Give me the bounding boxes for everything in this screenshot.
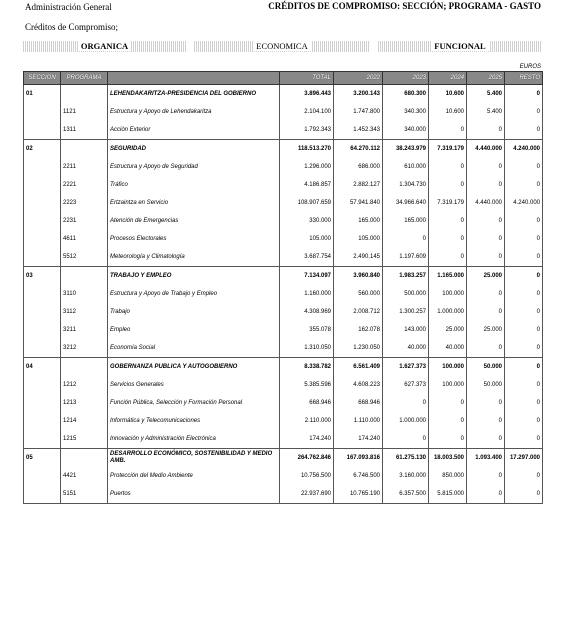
cell-2022: 1.110.000 — [334, 412, 383, 430]
cell-programa: 2223 — [61, 194, 108, 212]
cell-seccion: 05 — [24, 449, 61, 468]
col-header-description — [108, 72, 280, 85]
cell-description: Servicios Generales — [108, 376, 280, 394]
cell-2023: 1.627.373 — [383, 358, 429, 377]
cell-2022: 2.008.712 — [334, 303, 383, 321]
cell-total: 264.762.846 — [280, 449, 334, 468]
cell-description: SEGURIDAD — [108, 140, 280, 159]
cell-programa — [61, 358, 108, 377]
cell-programa: 3110 — [61, 285, 108, 303]
cell-programa: 1212 — [61, 376, 108, 394]
cell-resto: 0 — [505, 121, 543, 140]
band-economica: ECONOMICA — [194, 41, 370, 52]
cell-2022: 2.490.145 — [334, 248, 383, 267]
section-row — [24, 140, 543, 159]
report-subtitle: Créditos de Compromiso; — [25, 22, 118, 32]
cell-2022: 668.946 — [334, 394, 383, 412]
cell-seccion: 04 — [24, 358, 61, 377]
cell-description: Puertos — [108, 485, 280, 504]
cell-resto: 0 — [505, 212, 543, 230]
cell-resto: 0 — [505, 485, 543, 504]
cell-2025: 4.440.000 — [467, 140, 505, 159]
cell-description: Estructura y Apoyo de Trabajo y Empleo — [108, 285, 280, 303]
cell-resto: 0 — [505, 467, 543, 485]
program-row — [24, 339, 543, 358]
cell-description: Empleo — [108, 321, 280, 339]
col-header-2022: 2022 — [334, 72, 383, 85]
cell-resto: 0 — [505, 430, 543, 449]
cell-total: 668.946 — [280, 394, 334, 412]
cell-2025: 25.000 — [467, 321, 505, 339]
cell-resto: 0 — [505, 412, 543, 430]
cell-total: 10.756.500 — [280, 467, 334, 485]
cell-2022: 162.078 — [334, 321, 383, 339]
cell-programa: 4611 — [61, 230, 108, 248]
cell-seccion — [24, 121, 61, 140]
cell-description: GOBERNANZA PUBLICA Y AUTOGOBIERNO — [108, 358, 280, 377]
cell-2025: 0 — [467, 212, 505, 230]
cell-2024: 0 — [429, 430, 467, 449]
cell-total: 8.338.782 — [280, 358, 334, 377]
cell-total: 3.896.443 — [280, 85, 334, 104]
cell-2025: 0 — [467, 430, 505, 449]
cell-description: DESARROLLO ECONÓMICO, SOSTENIBILIDAD Y MEDIO AMB. — [108, 449, 280, 468]
cell-resto: 4.240.000 — [505, 140, 543, 159]
cell-description: LEHENDAKARITZA-PRESIDENCIA DEL GOBIERNO — [108, 85, 280, 104]
header-organization: Administración General — [25, 2, 112, 12]
cell-description: Ertzaintza en Servicio — [108, 194, 280, 212]
cell-2022: 4.608.223 — [334, 376, 383, 394]
program-row — [24, 285, 543, 303]
cell-programa — [61, 85, 108, 104]
cell-seccion — [24, 376, 61, 394]
cell-programa: 1213 — [61, 394, 108, 412]
cell-programa: 1121 — [61, 103, 108, 121]
cell-resto: 0 — [505, 248, 543, 267]
col-header-2025: 2025 — [467, 72, 505, 85]
cell-2025: 1.093.400 — [467, 449, 505, 468]
cell-2022: 167.093.816 — [334, 449, 383, 468]
cell-total: 1.792.343 — [280, 121, 334, 140]
cell-2025: 0 — [467, 303, 505, 321]
cell-2022: 1.230.050 — [334, 339, 383, 358]
cell-2024: 0 — [429, 158, 467, 176]
cell-total: 118.513.270 — [280, 140, 334, 159]
cell-2022: 174.240 — [334, 430, 383, 449]
cell-description: Innovación y Administración Electrónica — [108, 430, 280, 449]
cell-seccion — [24, 176, 61, 194]
cell-description: Estructura y Apoyo de Seguridad — [108, 158, 280, 176]
cell-programa: 4421 — [61, 467, 108, 485]
cell-programa: 3211 — [61, 321, 108, 339]
cell-2025: 5.400 — [467, 103, 505, 121]
cell-2023: 61.275.130 — [383, 449, 429, 468]
cell-2022: 64.270.112 — [334, 140, 383, 159]
cell-total: 108.907.659 — [280, 194, 334, 212]
cell-total: 4.186.857 — [280, 176, 334, 194]
cell-programa: 1311 — [61, 121, 108, 140]
cell-2024: 0 — [429, 212, 467, 230]
cell-2024: 1.165.000 — [429, 267, 467, 286]
cell-seccion — [24, 412, 61, 430]
cell-resto: 0 — [505, 358, 543, 377]
cell-2022: 57.941.840 — [334, 194, 383, 212]
cell-description: Acción Exterior — [108, 121, 280, 140]
cell-2022: 10.765.190 — [334, 485, 383, 504]
cell-seccion — [24, 485, 61, 504]
band-funcional: FUNCIONAL — [378, 41, 542, 52]
table-header-row — [24, 72, 543, 85]
program-row — [24, 248, 543, 267]
cell-2025: 0 — [467, 248, 505, 267]
cell-resto: 0 — [505, 230, 543, 248]
cell-2024: 40.000 — [429, 339, 467, 358]
cell-2023: 1.983.257 — [383, 267, 429, 286]
cell-total: 2.110.000 — [280, 412, 334, 430]
cell-2023: 40.000 — [383, 339, 429, 358]
cell-programa — [61, 449, 108, 468]
cell-description: Economía Social — [108, 339, 280, 358]
cell-seccion — [24, 430, 61, 449]
cell-2024: 100.000 — [429, 376, 467, 394]
program-row — [24, 467, 543, 485]
cell-seccion — [24, 194, 61, 212]
cell-programa: 2211 — [61, 158, 108, 176]
cell-2022: 560.000 — [334, 285, 383, 303]
cell-seccion — [24, 212, 61, 230]
cell-seccion — [24, 394, 61, 412]
cell-2022: 3.960.840 — [334, 267, 383, 286]
cell-programa: 1214 — [61, 412, 108, 430]
budget-table — [23, 71, 543, 504]
cell-description: Función Pública, Selección y Formación Personal — [108, 394, 280, 412]
cell-2025: 0 — [467, 285, 505, 303]
cell-2024: 0 — [429, 230, 467, 248]
cell-2022: 165.000 — [334, 212, 383, 230]
cell-resto: 0 — [505, 321, 543, 339]
program-row — [24, 376, 543, 394]
program-row — [24, 394, 543, 412]
cell-resto: 4.240.000 — [505, 194, 543, 212]
program-row — [24, 121, 543, 140]
cell-programa: 2231 — [61, 212, 108, 230]
cell-2024: 7.319.179 — [429, 194, 467, 212]
cell-2024: 10.600 — [429, 85, 467, 104]
cell-2024: 5.815.000 — [429, 485, 467, 504]
program-row — [24, 321, 543, 339]
cell-2022: 6.561.409 — [334, 358, 383, 377]
cell-description: Procesos Electorales — [108, 230, 280, 248]
cell-resto: 0 — [505, 85, 543, 104]
cell-description: Tráfico — [108, 176, 280, 194]
cell-2022: 1.747.800 — [334, 103, 383, 121]
cell-2025: 0 — [467, 230, 505, 248]
cell-2023: 0 — [383, 394, 429, 412]
cell-resto: 0 — [505, 267, 543, 286]
cell-description: Estructura y Apoyo de Lehendakaritza — [108, 103, 280, 121]
program-row — [24, 103, 543, 121]
col-header-total: TOTAL — [280, 72, 334, 85]
program-row — [24, 194, 543, 212]
cell-resto: 17.297.000 — [505, 449, 543, 468]
cell-2023: 0 — [383, 430, 429, 449]
cell-total: 2.104.100 — [280, 103, 334, 121]
cell-2025: 0 — [467, 121, 505, 140]
cell-seccion — [24, 467, 61, 485]
cell-2024: 0 — [429, 176, 467, 194]
cell-2024: 1.000.000 — [429, 303, 467, 321]
cell-2025: 0 — [467, 158, 505, 176]
cell-2024: 18.003.500 — [429, 449, 467, 468]
cell-2025: 25.000 — [467, 267, 505, 286]
cell-2022: 105.000 — [334, 230, 383, 248]
cell-2022: 2.882.127 — [334, 176, 383, 194]
cell-resto: 0 — [505, 285, 543, 303]
cell-programa: 3212 — [61, 339, 108, 358]
col-header-seccion: SECCION — [24, 72, 61, 85]
cell-description: Informática y Telecomunicaciones — [108, 412, 280, 430]
cell-seccion — [24, 103, 61, 121]
program-row — [24, 212, 543, 230]
section-row — [24, 85, 543, 104]
header-report-title: CRÉDITOS DE COMPROMISO: SECCIÓN; PROGRAMA - GASTO — [268, 1, 541, 11]
cell-2022: 686.000 — [334, 158, 383, 176]
cell-programa — [61, 140, 108, 159]
program-row — [24, 230, 543, 248]
cell-total: 174.240 — [280, 430, 334, 449]
cell-resto: 0 — [505, 376, 543, 394]
cell-seccion — [24, 230, 61, 248]
cell-2022: 1.452.343 — [334, 121, 383, 140]
cell-2023: 1.197.609 — [383, 248, 429, 267]
col-header-2024: 2024 — [429, 72, 467, 85]
col-header-programa: PROGRAMA — [61, 72, 108, 85]
cell-2023: 1.000.000 — [383, 412, 429, 430]
cell-2024: 850.000 — [429, 467, 467, 485]
cell-2025: 0 — [467, 176, 505, 194]
cell-2024: 0 — [429, 394, 467, 412]
cell-2022: 6.746.500 — [334, 467, 383, 485]
currency-note: EUROS — [519, 64, 541, 70]
cell-seccion — [24, 339, 61, 358]
cell-2023: 680.300 — [383, 85, 429, 104]
cell-2024: 0 — [429, 412, 467, 430]
cell-total: 1.296.000 — [280, 158, 334, 176]
program-row — [24, 158, 543, 176]
cell-2024: 25.000 — [429, 321, 467, 339]
table-body — [24, 85, 543, 504]
cell-seccion: 01 — [24, 85, 61, 104]
cell-2023: 1.300.257 — [383, 303, 429, 321]
cell-total: 105.000 — [280, 230, 334, 248]
cell-total: 355.078 — [280, 321, 334, 339]
cell-2025: 0 — [467, 394, 505, 412]
section-row — [24, 267, 543, 286]
cell-2023: 38.243.979 — [383, 140, 429, 159]
cell-seccion — [24, 303, 61, 321]
cell-total: 3.687.754 — [280, 248, 334, 267]
cell-description: Protección del Medio Ambiente — [108, 467, 280, 485]
col-header-resto: RESTO — [505, 72, 543, 85]
cell-seccion — [24, 321, 61, 339]
cell-2023: 6.357.500 — [383, 485, 429, 504]
cell-2022: 3.200.143 — [334, 85, 383, 104]
cell-2025: 4.440.000 — [467, 194, 505, 212]
program-row — [24, 412, 543, 430]
col-header-2023: 2023 — [383, 72, 429, 85]
cell-2025: 0 — [467, 339, 505, 358]
cell-description: Atención de Emergencias — [108, 212, 280, 230]
cell-2023: 165.000 — [383, 212, 429, 230]
cell-resto: 0 — [505, 339, 543, 358]
cell-seccion — [24, 248, 61, 267]
program-row — [24, 430, 543, 449]
cell-resto: 0 — [505, 103, 543, 121]
cell-description: Trabajo — [108, 303, 280, 321]
cell-2023: 34.966.640 — [383, 194, 429, 212]
cell-2024: 100.000 — [429, 285, 467, 303]
cell-total: 330.000 — [280, 212, 334, 230]
cell-programa — [61, 267, 108, 286]
cell-2025: 50.000 — [467, 376, 505, 394]
cell-2023: 610.000 — [383, 158, 429, 176]
program-row — [24, 485, 543, 504]
cell-2023: 3.160.000 — [383, 467, 429, 485]
cell-2025: 0 — [467, 467, 505, 485]
cell-total: 5.385.596 — [280, 376, 334, 394]
cell-2024: 10.600 — [429, 103, 467, 121]
cell-2023: 627.373 — [383, 376, 429, 394]
cell-2024: 100.000 — [429, 358, 467, 377]
cell-resto: 0 — [505, 394, 543, 412]
cell-2023: 143.000 — [383, 321, 429, 339]
cell-2024: 0 — [429, 121, 467, 140]
cell-programa: 2221 — [61, 176, 108, 194]
cell-2024: 7.319.179 — [429, 140, 467, 159]
cell-programa: 5151 — [61, 485, 108, 504]
cell-resto: 0 — [505, 303, 543, 321]
cell-total: 4.308.969 — [280, 303, 334, 321]
cell-description: Meteorología y Climatología — [108, 248, 280, 267]
cell-2023: 340.300 — [383, 103, 429, 121]
section-row — [24, 449, 543, 468]
section-row — [24, 358, 543, 377]
program-row — [24, 303, 543, 321]
cell-programa: 1215 — [61, 430, 108, 449]
cell-programa: 5512 — [61, 248, 108, 267]
cell-2023: 0 — [383, 230, 429, 248]
cell-2023: 1.304.730 — [383, 176, 429, 194]
cell-2025: 5.400 — [467, 85, 505, 104]
cell-2025: 0 — [467, 412, 505, 430]
cell-2023: 500.000 — [383, 285, 429, 303]
cell-seccion — [24, 285, 61, 303]
cell-resto: 0 — [505, 158, 543, 176]
cell-seccion: 03 — [24, 267, 61, 286]
cell-2023: 340.000 — [383, 121, 429, 140]
cell-2025: 50.000 — [467, 358, 505, 377]
band-organica: ORGANICA — [23, 41, 186, 52]
cell-description: TRABAJO Y EMPLEO — [108, 267, 280, 286]
program-row — [24, 176, 543, 194]
cell-programa: 3112 — [61, 303, 108, 321]
cell-seccion — [24, 158, 61, 176]
cell-2025: 0 — [467, 485, 505, 504]
cell-total: 1.160.000 — [280, 285, 334, 303]
cell-total: 1.310.050 — [280, 339, 334, 358]
cell-resto: 0 — [505, 176, 543, 194]
cell-2024: 0 — [429, 248, 467, 267]
cell-total: 22.937.690 — [280, 485, 334, 504]
cell-total: 7.134.097 — [280, 267, 334, 286]
cell-seccion: 02 — [24, 140, 61, 159]
